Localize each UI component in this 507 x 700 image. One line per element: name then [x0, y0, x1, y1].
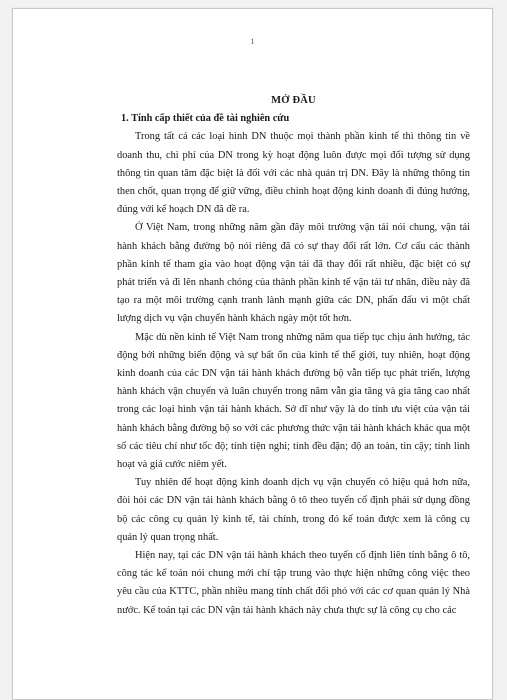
- paragraph-5: Hiện nay, tại các DN vận tải hành khách theo tuyến cố định liên tỉnh bằng ô tô, công tác kế toán nói chung mới chỉ tập trung vào thực hiện những công việc theo yêu cầu của KTTC, phần nhiều mang tính chất đối phó với các cơ quan quản lý Nhà nước. Kế toán tại các DN vận tải hành khách này chưa thực sự là công cụ cho các: [117, 550, 470, 616]
- paragraph-3: Mặc dù nền kinh tế Việt Nam trong những năm qua tiếp tục chịu ảnh hưởng, tác động bởi những biến động và sự bất ổn của kinh tế thế giới, tuy nhiên, hoạt động kinh doanh của các DN vận tải hành khách đường bộ vẫn tiếp tục phát triển, lượng hành khách vận chuyển và luân chuyển trong năm vẫn gia tăng và gia tăng cao nhất trong các loại hình vận tải hành khách. Sở dĩ như vậy là do tính ưu việt của vận tải hành khách bằng đường bộ so với các phương thức vận tải hành khách khác qua một số các tiêu chí như tốc độ; tính tiện nghi; tính đều đặn; độ an toàn, tin cậy; tính linh hoạt và giá cước niêm yết.: [117, 331, 470, 471]
- paragraph-2: Ở Việt Nam, trong những năm gần đây môi trường vận tải nói chung, vận tải hành khách bằng đường bộ nói riêng đã có sự thay đổi rất lớn. Cơ cấu các thành phần kinh tế tham gia vào hoạt động vận tải đã thay đổi rất nhiều, đặc biệt có sự phát triển và đi lên nhanh chóng của thành phần kinh tế vận tải tư nhân, điều này đã tạo ra một môi trường cạnh tranh lành mạnh giữa các DN, phấn đấu vì một chất lượng dịch vụ vận chuyển hành khách ngày một tốt hơn.: [117, 222, 470, 325]
- page-number: 1: [250, 37, 255, 46]
- section-heading: 1. Tính cấp thiết của đề tài nghiên cứu: [121, 113, 290, 125]
- document-page: [12, 8, 493, 700]
- document-title: MỞ ĐẦU: [271, 95, 316, 106]
- page-content: [117, 92, 470, 620]
- paragraph-1: Trong tất cả các loại hình DN thuộc mọi thành phần kinh tế thì thông tin về doanh thu, chi phí của DN trong kỳ hoạt động luôn được mọi đối tượng sử dụng thông tin quan tâm đặc biệt là đối với các nhà quản trị DN. Đây là những thông tin then chốt, quan trọng để giữ vững, điều chỉnh hoạt động kinh doanh đi đúng hướng, đúng với kế hoạch DN đã đề ra.: [117, 131, 470, 216]
- paragraph-4: Tuy nhiên để hoạt động kinh doanh dịch vụ vận chuyển có hiệu quả hơn nữa, đòi hỏi các DN vận tải hành khách bằng ô tô theo tuyến cố định phải sử dụng đồng bộ các công cụ quản lý kinh tế, tài chính, trong đó kế toán được xem là công cụ quản lý quan trọng nhất.: [117, 477, 470, 543]
